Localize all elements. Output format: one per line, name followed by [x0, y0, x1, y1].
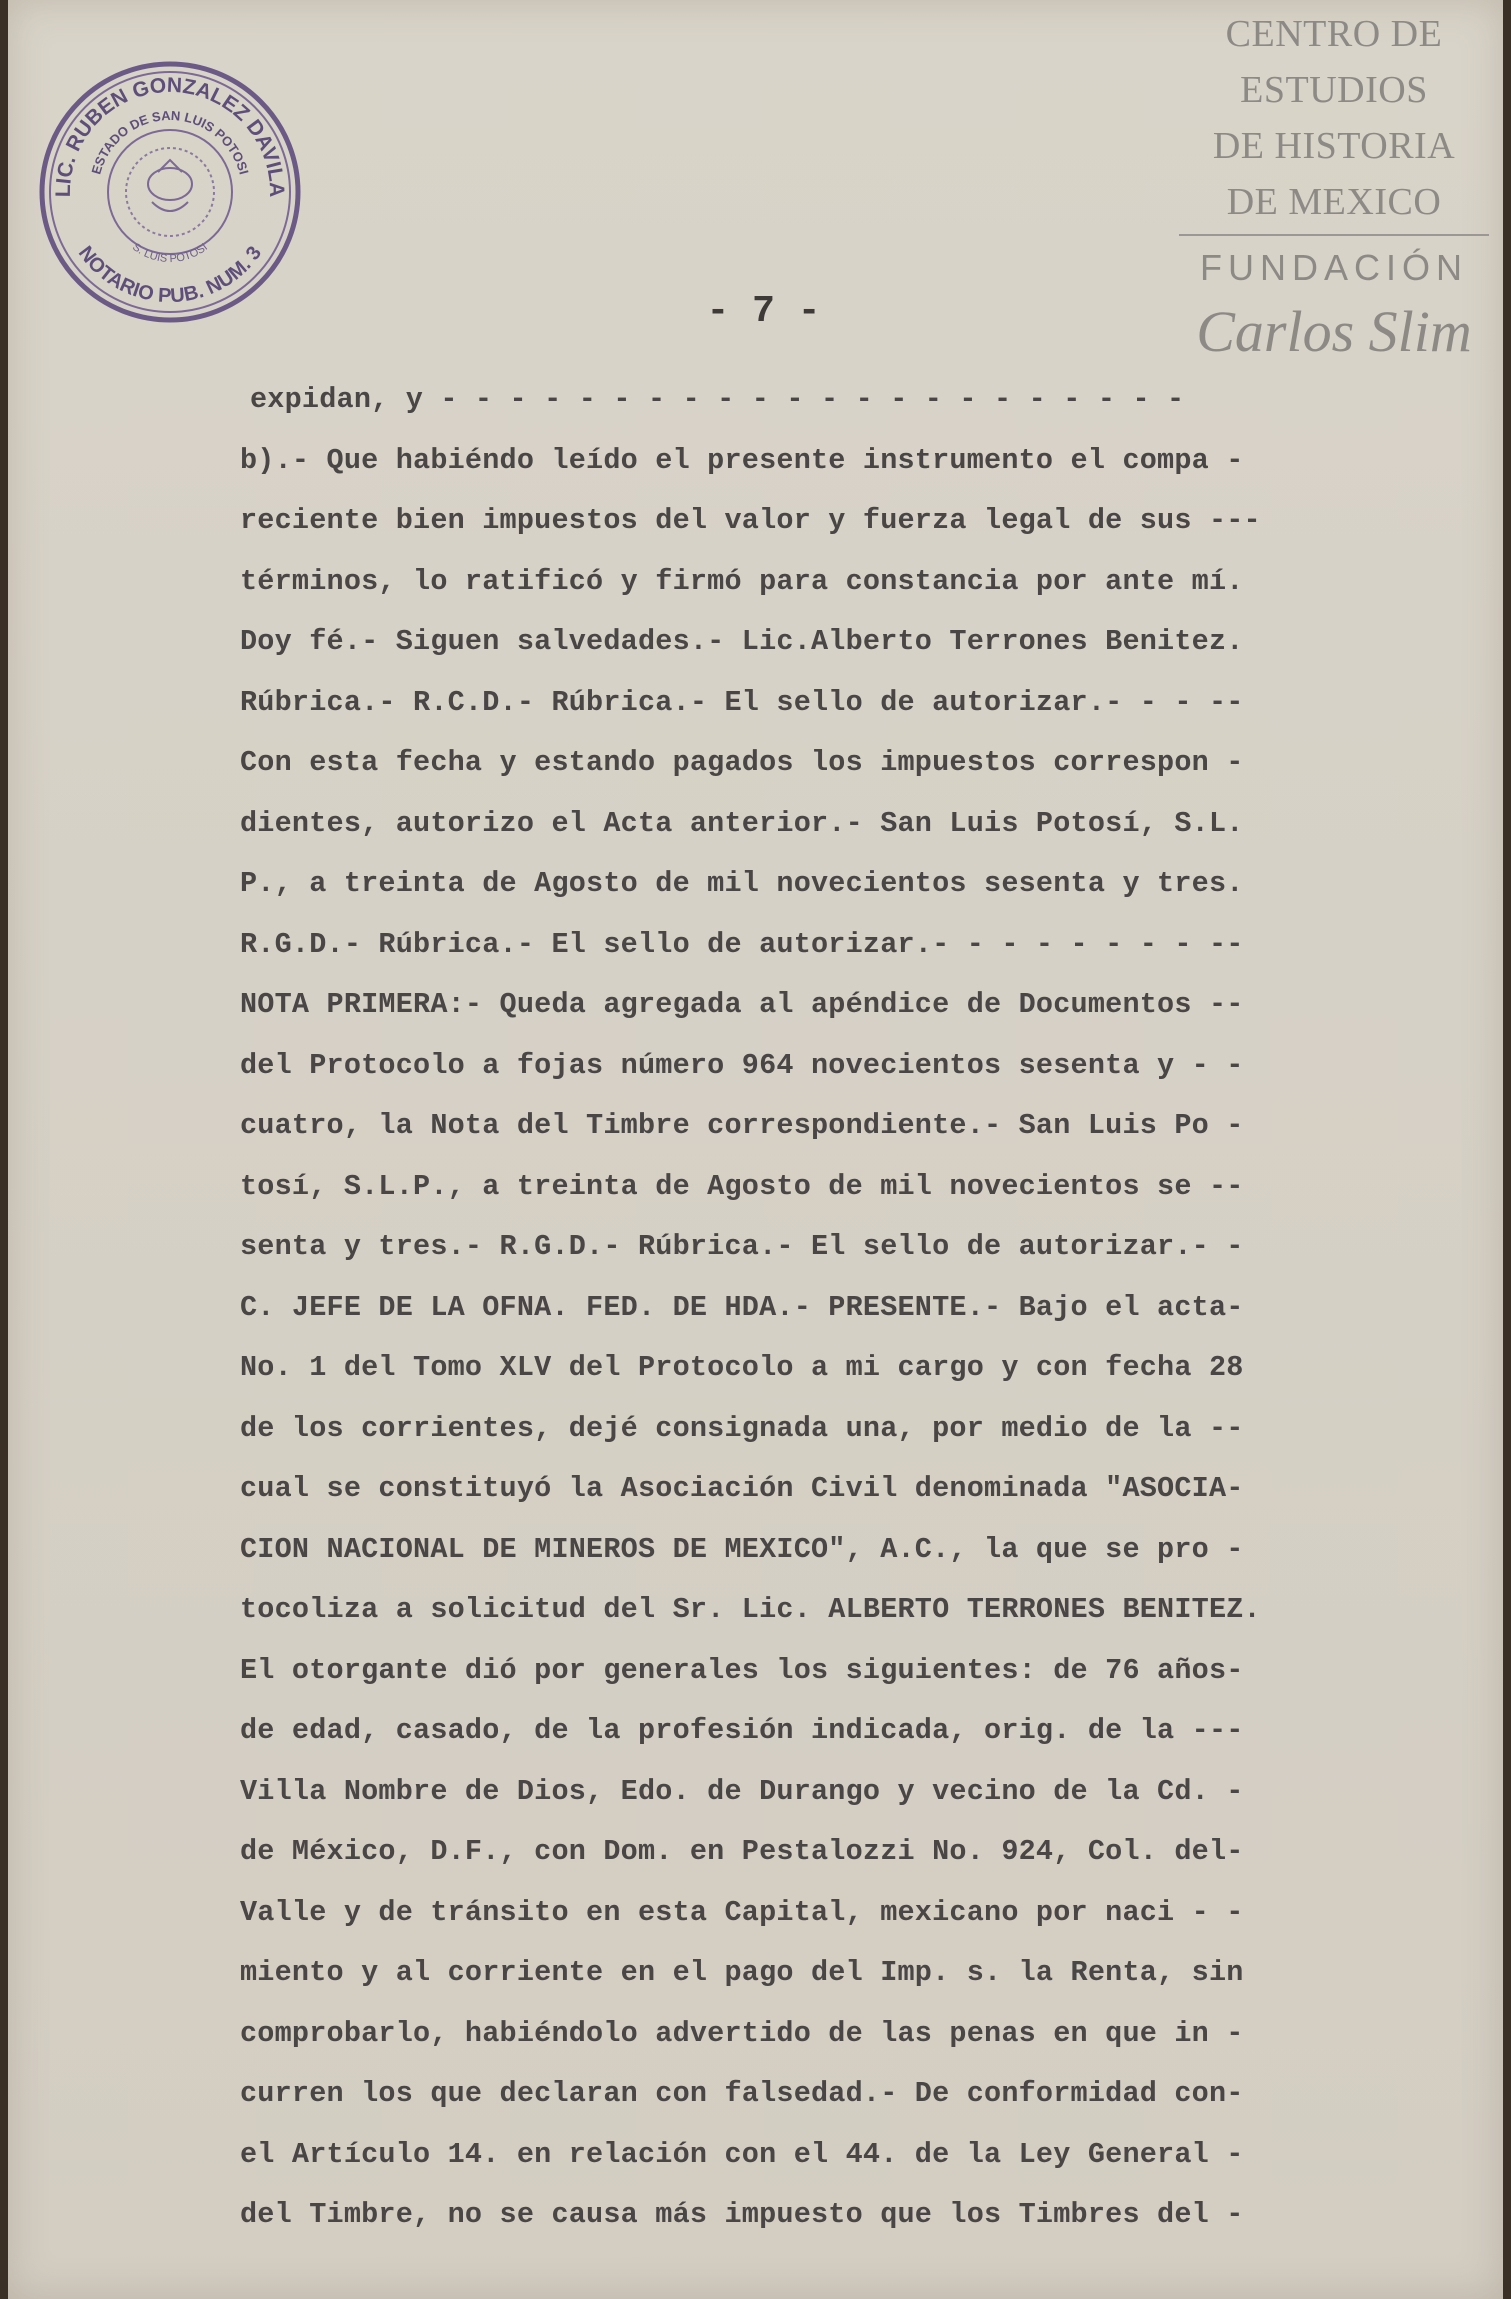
text-line: reciente bien impuestos del valor y fuerza legal de sus ---: [240, 504, 1261, 537]
text-line: Villa Nombre de Dios, Edo. de Durango y vecino de la Cd. -: [240, 1774, 1244, 1808]
text-line: P., a treinta de Agosto de mil novecientos sesenta y tres.: [240, 867, 1244, 900]
text-line: expidan, y - - - - - - - - - - - - - - - - - - - - - -: [250, 383, 1185, 416]
text-line: de los corrientes, dejé consignada una, por medio de la --: [240, 1411, 1244, 1445]
seal-inner-text: ESTADO DE SAN LUIS POTOSI: [88, 107, 252, 177]
text-line: términos, lo ratificó y firmó para constancia por ante mí.: [240, 564, 1244, 598]
text-line: C. JEFE DE LA OFNA. FED. DE HDA.- PRESENTE.- Bajo el acta-: [240, 1290, 1244, 1324]
text-line: del Protocolo a fojas número 964 novecientos sesenta y - -: [240, 1048, 1244, 1082]
text-line: el Artículo 14. en relación con el 44. de la Ley General -: [240, 2137, 1244, 2171]
text-line: Rúbrica.- R.C.D.- Rúbrica.- El sello de autorizar.- - - --: [240, 685, 1244, 719]
text-line: del Timbre, no se causa más impuesto que los Timbres del -: [240, 2198, 1244, 2231]
text-line: miento y al corriente en el pago del Imp. s. la Renta, sin: [240, 1956, 1244, 1989]
text-line: tocoliza a solicitud del Sr. Lic. ALBERTO TERRONES BENITEZ.: [240, 1593, 1261, 1626]
text-line: cuatro, la Nota del Timbre correspondiente.- San Luis Po -: [240, 1109, 1244, 1142]
text-line: curren los que declaran con falsedad.- De conformidad con-: [240, 2077, 1244, 2110]
text-line: Doy fé.- Siguen salvedades.- Lic.Alberto Terrones Benitez.: [240, 625, 1244, 658]
watermark-line: ESTUDIOS: [1240, 69, 1428, 111]
seal-bottom-text: NOTARIO PUB. NUM. 3: [73, 242, 267, 308]
watermark-divider: [1179, 234, 1489, 236]
text-line: NOTA PRIMERA:- Queda agregada al apéndice de Documentos --: [240, 988, 1244, 1021]
watermark-line: CENTRO DE: [1225, 13, 1443, 55]
text-line: tosí, S.L.P., a treinta de Agosto de mil novecientos se --: [240, 1169, 1244, 1203]
text-line: No. 1 del Tomo XLV del Protocolo a mi cargo y con fecha 28: [240, 1351, 1244, 1384]
document-body: [240, 370, 1340, 2246]
watermark-line: DE MEXICO: [1226, 181, 1442, 223]
page-number: - 7 -: [706, 290, 821, 333]
text-line: de edad, casado, de la profesión indicada, orig. de la ---: [240, 1714, 1244, 1747]
text-line: cual se constituyó la Asociación Civil denominada "ASOCIA-: [240, 1472, 1244, 1505]
text-line: b).- Que habiéndo leído el presente instrumento el compa -: [240, 443, 1244, 477]
seal-outer-text: LIC. RUBEN GONZALEZ DAVILA: [51, 73, 289, 198]
seal-place-text: S. LUIS POTOSI: [130, 241, 210, 266]
text-line: CION NACIONAL DE MINEROS DE MEXICO", A.C., la que se pro -: [240, 1532, 1244, 1566]
text-line: dientes, autorizo el Acta anterior.- San Luis Potosí, S.L.: [240, 806, 1244, 840]
text-line: senta y tres.- R.G.D.- Rúbrica.- El sello de autorizar.- -: [240, 1230, 1244, 1263]
svg-text:S. LUIS POTOSI: [130, 241, 210, 265]
text-line: de México, D.F., con Dom. en Pestalozzi No. 924, Col. del-: [240, 1835, 1244, 1868]
text-line: R.G.D.- Rúbrica.- El sello de autorizar.- - - - - - - - --: [240, 927, 1244, 961]
text-line: El otorgante dió por generales los siguientes: de 76 años-: [240, 1653, 1244, 1687]
document-page: [8, 0, 1503, 2299]
watermark-signature: Carlos Slim: [1196, 299, 1472, 364]
watermark-foundation: FUNDACIÓN: [1200, 247, 1468, 288]
watermark-line: DE HISTORIA: [1212, 125, 1456, 167]
text-line: comprobarlo, habiéndolo advertido de las penas en que in -: [240, 2016, 1244, 2050]
text-line: Valle y de tránsito en esta Capital, mexicano por naci - -: [240, 1895, 1244, 1929]
text-line: Con esta fecha y estando pagados los impuestos correspon -: [240, 746, 1244, 779]
